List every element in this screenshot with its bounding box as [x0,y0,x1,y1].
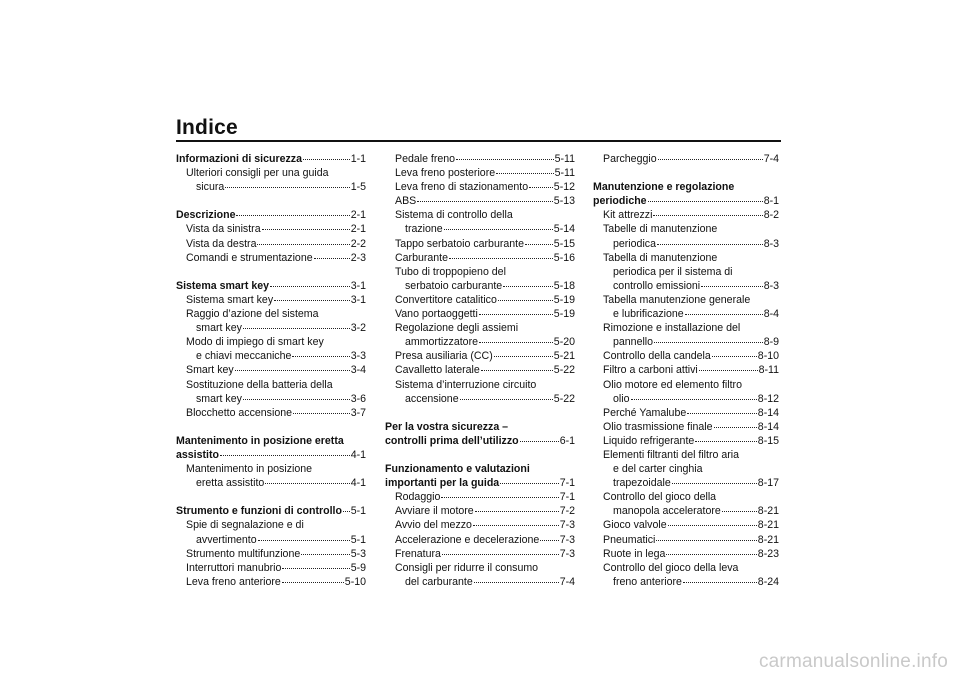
toc-entry-line: Olio motore ed elemento filtro [603,378,742,391]
toc-entry-title: Strumento e funzioni di controllo [176,505,342,518]
dot-leader [701,286,763,287]
toc-page-number: 8-15 [757,434,779,447]
dot-leader [503,286,553,287]
toc-entry[interactable] [385,504,575,518]
dot-leader [479,342,553,343]
dot-leader [714,427,757,428]
toc-entry-title: sicura [196,181,225,194]
toc-section-entry[interactable] [385,476,575,490]
section-gap [176,265,366,279]
dot-leader [343,511,350,512]
toc-entry-title: smart key [196,322,242,335]
toc-entry[interactable] [593,533,779,547]
toc-section-heading-line: Mantenimento in posizione eretta [176,434,344,447]
toc-entry[interactable] [176,251,366,265]
toc-page-number: 5-14 [553,223,575,236]
toc-entry-line: Consigli per ridurre il consumo [395,561,539,574]
toc-entry-title: Rodaggio [395,491,441,504]
dot-leader [220,455,350,456]
toc-entry[interactable] [385,251,575,265]
toc-page-number: 8-3 [763,279,779,292]
toc-column-1 [176,152,366,589]
dot-leader [314,258,350,259]
toc-entry-line: Raggio d’azione del sistema [186,308,319,321]
toc-entry-title: Olio trasmissione finale [603,420,713,433]
toc-entry-line: Sistema di controllo della [395,209,513,222]
toc-entry-title: Avvio del mezzo [395,519,472,532]
toc-page-number: 2-3 [350,251,366,264]
toc-entry-title: pannello [613,336,654,349]
toc-section-entry[interactable] [176,208,366,222]
toc-section-heading-line: Manutenzione e regolazione [593,181,735,194]
dot-leader [303,159,350,160]
toc-page-number: 8-4 [763,308,779,321]
toc-entry-title: trazione [405,223,443,236]
section-gap [385,406,575,420]
toc-page-number: 3-1 [350,279,366,292]
toc-entry[interactable] [593,504,779,518]
toc-entry[interactable] [176,321,366,335]
toc-entry-title: Pedale freno [395,153,456,165]
toc-section-entry[interactable] [176,504,366,518]
toc-page-number: 5-18 [553,279,575,292]
dot-leader [520,441,559,442]
toc-entry-title: olio [613,392,630,405]
toc-entry-title: Descrizione [176,209,236,222]
toc-page-number: 3-6 [350,392,366,405]
watermark: carmanualsonline.info [758,651,948,672]
toc-page-number: 5-1 [350,505,366,518]
toc-entry-title: avvertimento [196,533,257,546]
toc-entry-line: Regolazione degli assiemi [395,322,519,335]
toc-page-number: 5-11 [554,153,575,165]
toc-page-number: 8-9 [763,336,779,349]
toc-entry-title: Smart key [186,364,234,377]
toc-entry[interactable] [176,575,366,589]
toc-entry-title: Filtro a carboni attivi [603,364,698,377]
toc-entry-title: Kit attrezzi [603,209,653,222]
toc-entry-title: Convertitore catalitico [395,293,497,306]
toc-page-number: 8-14 [757,420,779,433]
toc-entry[interactable] [176,363,366,377]
dot-leader [631,399,757,400]
toc-entry-line: Ulteriori consigli per una guida [186,167,329,180]
toc-entry-title: Parcheggio [603,153,657,165]
toc-page-number: 8-10 [757,350,779,363]
toc-entry[interactable] [385,533,575,547]
dot-leader [496,173,553,174]
dot-leader [274,300,350,301]
toc-entry[interactable] [593,307,779,321]
toc-page-number: 4-1 [350,477,366,490]
toc-entry-title: Carburante [395,251,448,264]
toc-page-number: 8-24 [757,575,779,588]
toc-page-number: 4-1 [350,448,366,461]
toc-entry-title: eretta assistito [196,477,265,490]
dot-leader [449,258,553,259]
toc-entry-title: importanti per la guida [385,477,500,490]
dot-leader [258,540,350,541]
section-gap [176,194,366,208]
toc-entry[interactable] [385,307,575,321]
dot-leader [460,399,553,400]
dot-leader [417,201,553,202]
toc-page-number: 7-3 [559,533,575,546]
toc-column-2 [385,152,575,589]
toc-entry-title: Strumento multifunzione [186,547,301,560]
dot-leader [441,497,558,498]
toc-entry-title: Comandi e strumentazione [186,251,313,264]
toc-entry[interactable] [385,180,575,194]
dot-leader [666,554,756,555]
dot-leader [498,300,553,301]
toc-entry-title: Blocchetto accensione [186,406,293,419]
toc-entry-title: Vista da destra [186,237,257,250]
toc-entry-title: serbatoio carburante [405,279,503,292]
toc-page-number: 5-9 [350,561,366,574]
toc-entry[interactable] [593,363,779,377]
toc-column-3 [593,152,779,589]
dot-leader [695,441,757,442]
dot-leader [474,582,559,583]
toc-entry-title: Cavalletto laterale [395,364,480,377]
toc-entry-title: Leva freno anteriore [186,575,281,588]
toc-entry[interactable] [593,152,779,166]
toc-page-number: 2-2 [350,237,366,250]
toc-page-number: 7-4 [559,575,575,588]
toc-page-number: 8-21 [757,519,779,532]
toc-page-number: 7-4 [763,153,779,165]
toc-page-number: 6-1 [559,434,575,447]
toc-entry-title: periodica [613,237,656,250]
dot-leader [500,483,558,484]
dot-leader [712,356,757,357]
dot-leader [654,342,763,343]
toc-page-number: 8-3 [763,237,779,250]
section-gap [176,420,366,434]
toc-entry[interactable] [176,180,366,194]
dot-leader [722,511,757,512]
dot-leader [699,370,758,371]
dot-leader [475,511,559,512]
toc-entry[interactable] [385,547,575,561]
toc-entry-title: e chiavi meccaniche [196,350,292,363]
toc-page-number: 5-15 [553,237,575,250]
toc-section-heading-line: Per la vostra sicurezza – [385,420,509,433]
toc-page-number: 5-1 [350,533,366,546]
toc-page-number: 8-23 [757,547,779,560]
toc-entry[interactable] [385,363,575,377]
toc-page-number: 5-3 [350,547,366,560]
toc-entry-line: Controllo del gioco della [603,491,717,504]
dot-leader [262,229,350,230]
toc-entry-title: smart key [196,392,242,405]
toc-entry[interactable] [176,406,366,420]
toc-page-number: 7-2 [559,505,575,518]
toc-page-number: 1-5 [350,181,366,194]
toc-entry[interactable] [385,222,575,236]
toc-section-entry[interactable] [385,434,575,448]
dot-leader [656,540,756,541]
dot-leader [236,215,349,216]
toc-entry-line: Elementi filtranti del filtro aria [603,448,740,461]
toc-entry[interactable] [176,293,366,307]
dot-leader [529,187,553,188]
toc-entry[interactable] [593,406,779,420]
dot-leader [282,582,344,583]
toc-entry-title: Avviare il motore [395,505,474,518]
toc-page-number: 8-2 [763,209,779,222]
toc-section-entry[interactable] [176,279,366,293]
title-rule [176,140,781,142]
toc-entry[interactable] [385,490,575,504]
toc-entry[interactable] [385,392,575,406]
toc-entry[interactable] [385,166,575,180]
toc-entry-title: periodiche [593,195,647,208]
toc-page-number: 5-21 [553,350,575,363]
dot-leader [479,314,553,315]
toc-entry-title: trapezoidale [613,477,671,490]
toc-entry-title: ABS [395,195,417,208]
toc-entry-line: Tabella di manutenzione [603,251,718,264]
dot-leader [293,413,350,414]
toc-page-number: 7-3 [559,547,575,560]
toc-entry[interactable] [593,420,779,434]
toc-entry[interactable] [385,279,575,293]
dot-leader [442,554,559,555]
dot-leader [292,356,349,357]
toc-page-number: 5-19 [553,308,575,321]
toc-entry-line: Spie di segnalazione e di [186,519,304,532]
toc-entry[interactable] [176,533,366,547]
dot-leader [494,356,553,357]
dot-leader [225,187,349,188]
toc-entry-line: Sostituzione della batteria della [186,378,333,391]
section-gap [176,490,366,504]
toc-page-number: 3-2 [350,322,366,335]
dot-leader [540,540,558,541]
dot-leader [444,229,553,230]
dot-leader [456,159,554,160]
toc-section-heading-line: Funzionamento e valutazioni [385,463,530,476]
toc-entry[interactable] [385,293,575,307]
toc-entry[interactable] [385,194,575,208]
toc-entry[interactable] [176,222,366,236]
toc-entry[interactable] [385,518,575,532]
toc-page-number: 3-1 [350,293,366,306]
toc-entry[interactable] [176,237,366,251]
toc-entry-title: assistito [176,448,219,461]
toc-entry[interactable] [593,279,779,293]
toc-entry-title: Leva freno posteriore [395,167,496,180]
toc-page-number: 5-22 [553,392,575,405]
toc-entry-title: Perché Yamalube [603,406,687,419]
dot-leader [653,215,762,216]
toc-entry-title: e lubrificazione [613,308,684,321]
toc-entry[interactable] [593,335,779,349]
toc-section-entry[interactable] [593,194,779,208]
toc-entry[interactable] [593,237,779,251]
toc-entry-line: Tabella manutenzione generale [603,293,751,306]
dot-leader [301,554,349,555]
dot-leader [473,525,559,526]
toc-page-number: 5-19 [553,293,575,306]
dot-leader [657,244,763,245]
dot-leader [243,399,350,400]
toc-page-number: 8-11 [758,364,779,377]
dot-leader [282,568,349,569]
toc-page-number: 7-1 [559,491,575,504]
toc-entry[interactable] [385,335,575,349]
toc-entry-title: Interruttori manubrio [186,561,282,574]
toc-entry-title: Informazioni di sicurezza [176,153,302,165]
dot-leader [683,582,757,583]
toc-entry[interactable] [593,575,779,589]
toc-entry-line: Rimozione e installazione del [603,322,741,335]
toc-entry[interactable] [593,208,779,222]
dot-leader [481,370,553,371]
section-gap [385,448,575,462]
toc-entry[interactable] [593,547,779,561]
toc-entry[interactable] [385,237,575,251]
toc-entry-line: Controllo del gioco della leva [603,561,739,574]
dot-leader [525,244,553,245]
dot-leader [270,286,350,287]
toc-entry-title: controllo emissioni [613,279,701,292]
toc-entry-title: Frenatura [395,547,441,560]
dot-leader [648,201,763,202]
toc-page-number: 2-1 [350,223,366,236]
toc-page-number: 7-3 [559,519,575,532]
toc-page-number: 3-3 [350,350,366,363]
toc-entry-title: Ruote in lega [603,547,666,560]
toc-entry[interactable] [593,518,779,532]
toc-entry-title: accensione [405,392,459,405]
page-title: Indice [176,116,238,139]
toc-entry-title: Liquido refrigerante [603,434,695,447]
toc-section-entry[interactable] [176,448,366,462]
toc-entry[interactable] [176,392,366,406]
toc-entry[interactable] [385,349,575,363]
toc-entry[interactable] [593,392,779,406]
toc-entry-title: Gioco valvole [603,519,667,532]
toc-entry-title: Vista da sinistra [186,223,261,236]
toc-page-number: 8-14 [757,406,779,419]
toc-entry-title: Sistema smart key [186,293,274,306]
toc-entry-title: Sistema smart key [176,279,270,292]
toc-entry-line: e del carter cinghia [613,463,703,476]
toc-page-number: 5-22 [553,364,575,377]
toc-page-number: 8-21 [757,505,779,518]
toc-entry-line: Sistema d’interruzione circuito [395,378,537,391]
dot-leader [668,525,757,526]
section-gap [593,166,779,180]
dot-leader [265,483,349,484]
toc-page-number: 5-16 [553,251,575,264]
toc-entry-title: Leva freno di stazionamento [395,181,529,194]
toc-page-number: 5-20 [553,336,575,349]
toc-page-number: 5-11 [554,167,575,180]
toc-entry-title: manopola acceleratore [613,505,721,518]
toc-entry-line: Tubo di troppopieno del [395,265,506,278]
toc-entry-title: Vano portaoggetti [395,308,478,321]
toc-page-number: 3-7 [350,406,366,419]
toc-page-number: 2-1 [350,209,366,222]
toc-entry-title: del carburante [405,575,473,588]
dot-leader [257,244,349,245]
dot-leader [672,483,757,484]
toc-page-number: 3-4 [350,364,366,377]
toc-entry-line: Mantenimento in posizione [186,463,313,476]
dot-leader [235,370,350,371]
toc-entry[interactable] [176,349,366,363]
toc-entry[interactable] [593,434,779,448]
dot-leader [687,413,757,414]
toc-section-entry[interactable] [176,152,366,166]
toc-page-number: 8-17 [757,477,779,490]
toc-page-number: 5-12 [553,181,575,194]
dot-leader [243,328,350,329]
toc-entry[interactable] [385,575,575,589]
toc-entry-line: Modo di impiego di smart key [186,336,324,349]
toc-page-number: 1-1 [350,153,366,165]
toc-page-number: 8-1 [763,195,779,208]
toc-entry-title: freno anteriore [613,575,682,588]
toc-entry-line: periodica per il sistema di [613,265,733,278]
toc-entry-title: ammortizzatore [405,336,478,349]
toc-entry[interactable] [176,561,366,575]
toc-entry-title: Pneumatici [603,533,656,546]
toc-entry[interactable] [176,547,366,561]
toc-page-number: 5-13 [553,195,575,208]
toc-entry[interactable] [593,476,779,490]
toc-entry-title: controlli prima dell’utilizzo [385,434,519,447]
toc-entry[interactable] [176,476,366,490]
dot-leader [685,314,763,315]
toc-page-number: 7-1 [559,477,575,490]
toc-entry[interactable] [593,349,779,363]
dot-leader [658,159,763,160]
toc-entry-title: Accelerazione e decelerazione [395,533,540,546]
toc-entry-title: Controllo della candela [603,350,711,363]
toc-entry[interactable] [385,152,575,166]
toc-page-number: 8-21 [757,533,779,546]
toc-page-number: 5-10 [344,575,366,588]
toc-entry-title: Presa ausiliaria (CC) [395,350,493,363]
toc-entry-title: Tappo serbatoio carburante [395,237,524,250]
toc-entry-line: Tabelle di manutenzione [603,223,718,236]
toc-page-number: 8-12 [757,392,779,405]
